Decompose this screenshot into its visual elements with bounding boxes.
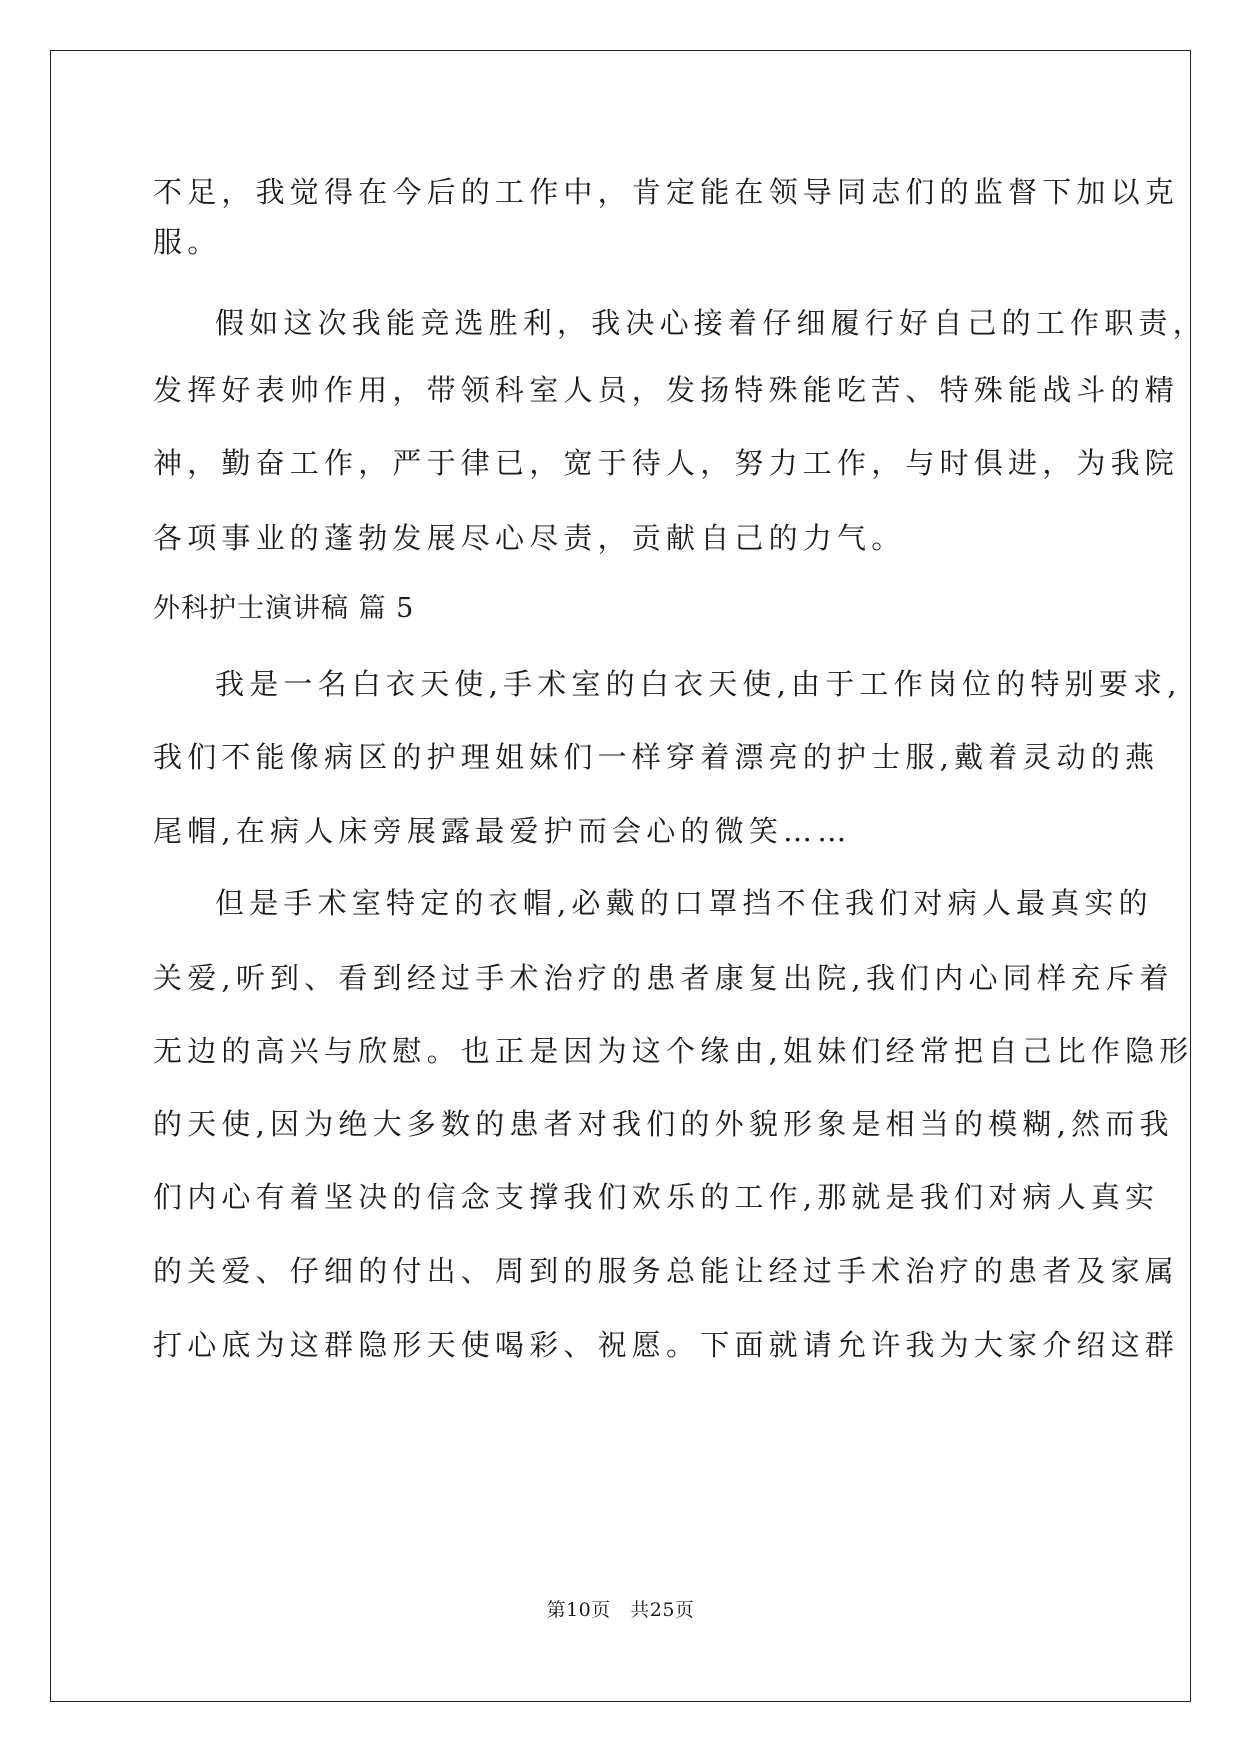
- paragraph-line: 们内心有着坚决的信念支撑我们欢乐的工作,那就是我们对病人真实: [153, 1180, 1160, 1214]
- paragraph-line: 打心底为这群隐形天使喝彩、祝愿。下面就请允许我为大家介绍这群: [153, 1328, 1180, 1362]
- page-number-footer: 第10页 共25页: [546, 1599, 695, 1621]
- paragraph-line: 关爱,听到、看到经过手术治疗的患者康复出院,我们内心同样充斥着: [153, 961, 1174, 995]
- section-heading: 外科护士演讲稿 篇 5: [153, 593, 415, 624]
- paragraph-line: 的关爱、仔细的付出、周到的服务总能让经过手术治疗的患者及家属: [153, 1254, 1180, 1288]
- paragraph-line: 假如这次我能竞选胜利，我决心接着仔细履行好自己的工作职责，: [215, 306, 1207, 340]
- paragraph-line: 尾帽,在病人床旁展露最爱护而会心的微笑……: [153, 814, 852, 848]
- paragraph-line: 发挥好表帅作用，带领科室人员，发扬特殊能吃苦、特殊能战斗的精: [153, 373, 1180, 407]
- paragraph-line: 服。: [153, 225, 222, 259]
- paragraph-line: 但是手术室特定的衣帽,必戴的口罩挡不住我们对病人最真实的: [215, 886, 1153, 920]
- paragraph-line: 我是一名白衣天使,手术室的白衣天使,由于工作岗位的特别要求,: [215, 667, 1182, 701]
- paragraph-line: 的天使,因为绝大多数的患者对我们的外貌形象是相当的模糊,然而我: [153, 1107, 1174, 1141]
- paragraph-line: 不足，我觉得在今后的工作中，肯定能在领导同志们的监督下加以克: [153, 175, 1180, 209]
- paragraph-line: 我们不能像病区的护理姐妹们一样穿着漂亮的护士服,戴着灵动的燕: [153, 740, 1160, 774]
- paragraph-line: 各项事业的蓬勃发展尽心尽责，贡献自己的力气。: [153, 521, 906, 555]
- paragraph-line: 神，勤奋工作，严于律已，宽于待人，努力工作，与时俱进，为我院: [153, 446, 1180, 480]
- page-border: [50, 50, 1194, 1702]
- paragraph-line: 无边的高兴与欣慰。也正是因为这个缘由,姐妹们经常把自己比作隐形: [153, 1034, 1194, 1068]
